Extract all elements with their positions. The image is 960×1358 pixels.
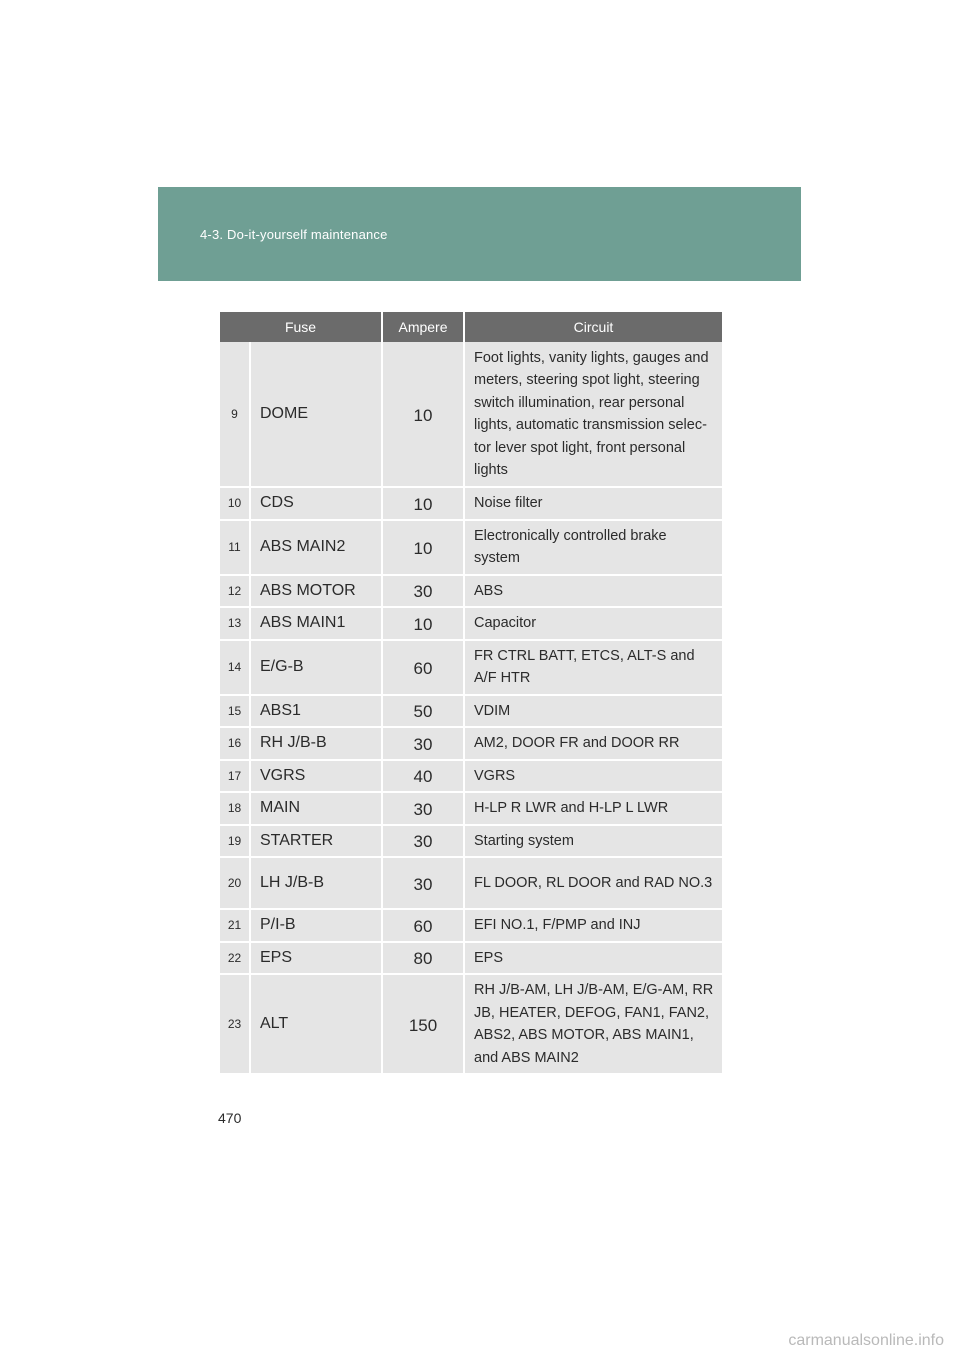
fuse-circuit: EFI NO.1, F/PMP and INJ (464, 909, 722, 942)
fuse-circuit: Noise filter (464, 487, 722, 520)
fuse-name: ALT (250, 974, 382, 1074)
fuse-name: P/I-B (250, 909, 382, 942)
fuse-ampere: 10 (382, 520, 464, 575)
fuse-ampere: 60 (382, 909, 464, 942)
fuse-circuit: EPS (464, 942, 722, 975)
table-row (220, 727, 722, 760)
fuse-ampere: 50 (382, 695, 464, 728)
table-row (220, 857, 722, 909)
fuse-name: RH J/B-B (250, 727, 382, 760)
fuse-circuit: Foot lights, vanity lights, gauges and meters, steering spot light, steering switch illumination, rear personal lights, automatic transmission selec-tor lever spot light, front personal lights (464, 342, 722, 487)
fuse-number: 19 (220, 825, 250, 858)
fuse-number: 18 (220, 792, 250, 825)
fuse-circuit: FL DOOR, RL DOOR and RAD NO.3 (464, 857, 722, 909)
fuse-number: 9 (220, 342, 250, 487)
fuse-number: 13 (220, 607, 250, 640)
fuse-number: 22 (220, 942, 250, 975)
fuse-name: STARTER (250, 825, 382, 858)
fuse-number: 16 (220, 727, 250, 760)
fuse-ampere: 30 (382, 727, 464, 760)
fuse-number: 14 (220, 640, 250, 695)
fuse-circuit: VGRS (464, 760, 722, 793)
fuse-circuit: Capacitor (464, 607, 722, 640)
table-row (220, 909, 722, 942)
fuse-circuit: H-LP R LWR and H-LP L LWR (464, 792, 722, 825)
fuse-circuit: AM2, DOOR FR and DOOR RR (464, 727, 722, 760)
fuse-ampere: 30 (382, 857, 464, 909)
table-row (220, 607, 722, 640)
table-row (220, 487, 722, 520)
fuse-number: 15 (220, 695, 250, 728)
watermark: carmanualsonline.info (788, 1332, 944, 1349)
fuse-ampere: 10 (382, 342, 464, 487)
fuse-number: 11 (220, 520, 250, 575)
fuse-circuit: FR CTRL BATT, ETCS, ALT-S and A/F HTR (464, 640, 722, 695)
fuse-rows (220, 342, 722, 1074)
fuse-ampere: 30 (382, 825, 464, 858)
fuse-ampere: 10 (382, 607, 464, 640)
fuse-name: LH J/B-B (250, 857, 382, 909)
table-row (220, 695, 722, 728)
fuse-number: 21 (220, 909, 250, 942)
fuse-circuit: Starting system (464, 825, 722, 858)
fuse-number: 17 (220, 760, 250, 793)
fuse-ampere: 60 (382, 640, 464, 695)
column-header-circuit: Circuit (464, 312, 722, 342)
table-row (220, 792, 722, 825)
table-row (220, 760, 722, 793)
column-header-fuse: Fuse (220, 312, 382, 342)
fuse-name: DOME (250, 342, 382, 487)
fuse-number: 20 (220, 857, 250, 909)
fuse-number: 10 (220, 487, 250, 520)
fuse-ampere: 10 (382, 487, 464, 520)
fuse-name: VGRS (250, 760, 382, 793)
fuse-name: ABS MAIN2 (250, 520, 382, 575)
fuse-name: CDS (250, 487, 382, 520)
column-header-ampere: Ampere (382, 312, 464, 342)
table-row (220, 640, 722, 695)
section-title: 4-3. Do-it-yourself maintenance (200, 227, 388, 242)
fuse-ampere: 40 (382, 760, 464, 793)
fuse-name: ABS1 (250, 695, 382, 728)
header-band (158, 187, 801, 281)
page-number: 470 (218, 1110, 242, 1126)
table-row (220, 575, 722, 608)
fuse-name: MAIN (250, 792, 382, 825)
fuse-number: 23 (220, 974, 250, 1074)
fuse-circuit: VDIM (464, 695, 722, 728)
table-row (220, 342, 722, 487)
table-row (220, 520, 722, 575)
fuse-ampere: 30 (382, 792, 464, 825)
fuse-circuit: ABS (464, 575, 722, 608)
fuse-number: 12 (220, 575, 250, 608)
table-header-row (220, 312, 722, 342)
fuse-table (220, 312, 722, 1075)
fuse-ampere: 80 (382, 942, 464, 975)
fuse-circuit: Electronically controlled brake system (464, 520, 722, 575)
table-row (220, 974, 722, 1074)
table-row (220, 942, 722, 975)
fuse-name: E/G-B (250, 640, 382, 695)
fuse-ampere: 150 (382, 974, 464, 1074)
fuse-name: EPS (250, 942, 382, 975)
fuse-ampere: 30 (382, 575, 464, 608)
fuse-name: ABS MAIN1 (250, 607, 382, 640)
fuse-name: ABS MOTOR (250, 575, 382, 608)
table-row (220, 825, 722, 858)
fuse-circuit: RH J/B-AM, LH J/B-AM, E/G-AM, RR JB, HEATER, DEFOG, FAN1, FAN2, ABS2, ABS MOTOR, ABS MAIN1, and ABS MAIN2 (464, 974, 722, 1074)
